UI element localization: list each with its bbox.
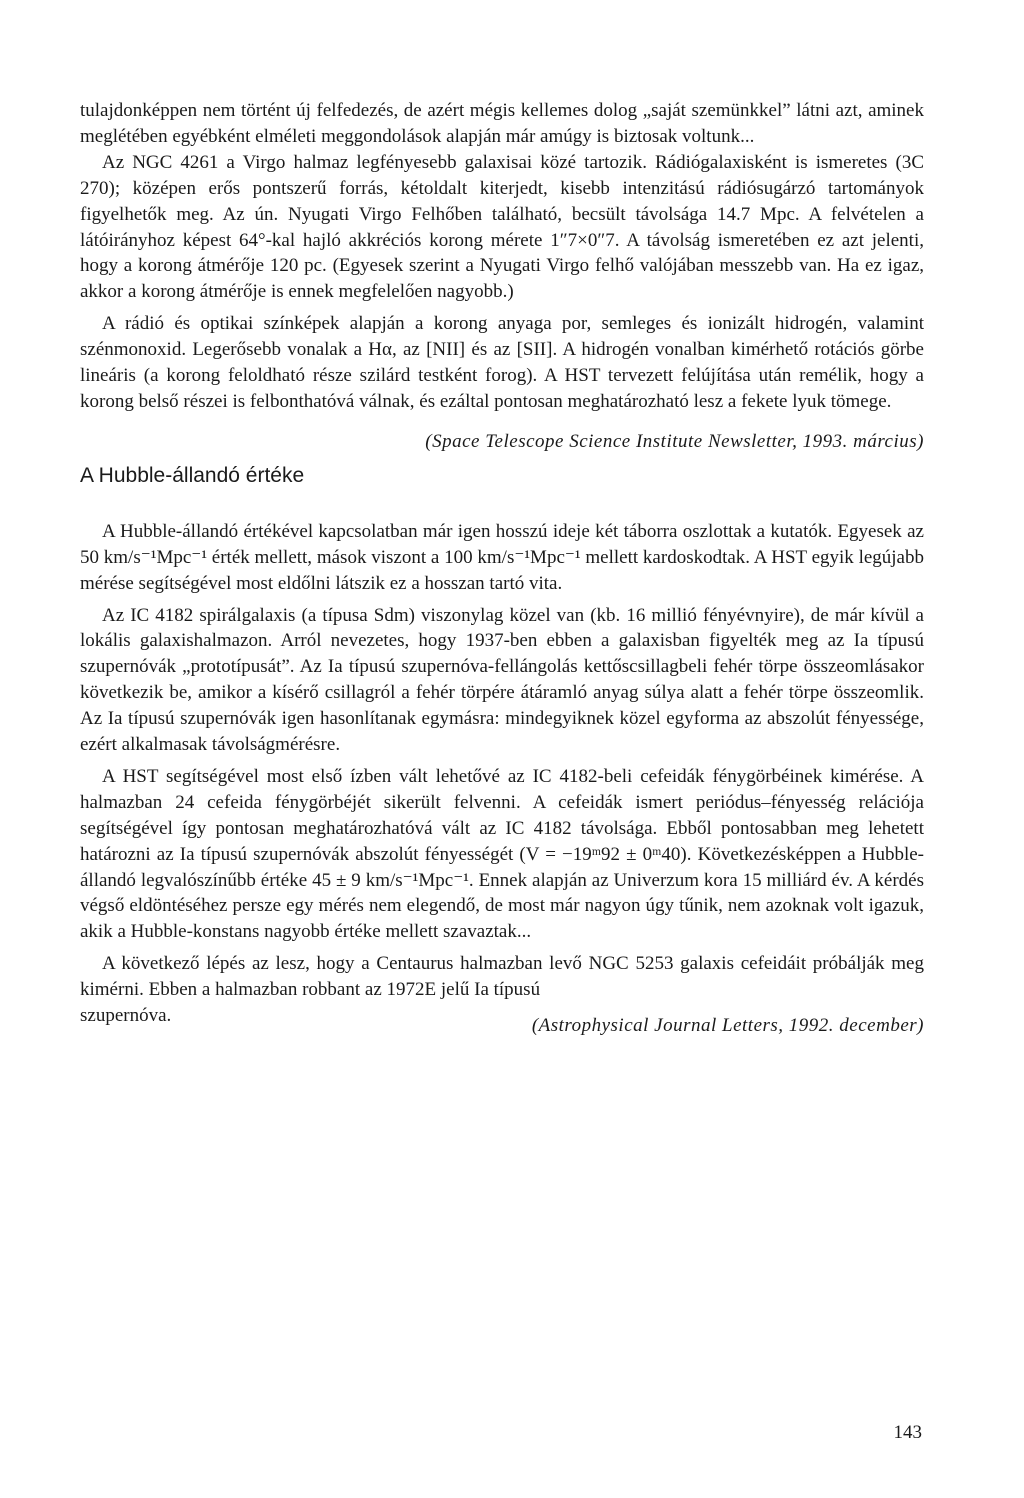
source-citation-2: (Astrophysical Journal Letters, 1992. december) — [531, 1015, 924, 1037]
page-body — [80, 98, 924, 1039]
paragraph-4: A Hubble-állandó értékével kapcsolatban már igen hosszú ideje két táborra oszlottak a kutatók. Egyesek az 50 km/s⁻¹Mpc⁻¹ érték mellett, mások viszont a 100 km/s⁻¹Mpc⁻¹ mellett kardoskodtak. A HST egyik legújabb mérése segítségével most eldőlni látszik ez a hosszan tartó vita. — [80, 520, 924, 594]
paragraph-7-end — [80, 1003, 924, 1039]
page-number: 143 — [893, 1422, 922, 1443]
paragraph-7-last-word: szupernóva. — [80, 1005, 172, 1027]
paragraph-3: A rádió és optikai színképek alapján a korong anyaga por, semleges és ionizált hidrogén, valamint szénmonoxid. Legerősebb vonalak a Hα, az [NII] és az [SII]. A hidrogén vonalban kimérhető rotációs görbe lineáris (a korong feloldható része szilárd testként forog). A HST tervezett felújítása után remélik, hogy a korong belső részei is felbonthatóvá válnak, és ezáltal pontosan meghatározható lesz a fekete lyuk tömege. — [80, 313, 924, 412]
source-citation-1: (Space Telescope Science Institute Newsletter, 1993. március) — [425, 430, 924, 452]
paragraph-2: Az NGC 4261 a Virgo halmaz legfényesebb galaxisai közé tartozik. Rádiógalaxisként is ismeretes (3C 270); középen erős pontszerű forrás, kétoldalt kiterjedt, kisebb intenzitású rádiósugárzó tartományok figyelhetők meg. Az ún. Nyugati Virgo Felhőben található, becsült távolsága 14.7 Mpc. A felvételen a látóirányhoz képest 64°-kal hajló akkréciós korong mérete 1″7×0″7. A távolság ismeretében ez azt jelenti, hogy a korong átmérője 120 pc. (Egyesek szerint a Nyugati Virgo felhő valójában messzebb van. Ha ez igaz, akkor a korong átmérője is ennek megfelelően nagyobb.) — [80, 151, 924, 303]
paragraph-1: tulajdonképpen nem történt új felfedezés, de azért mégis kellemes dolog „saját szemünkkel” látni azt, aminek meglétében egyébként elméleti meggondolások alapján már amúgy is biztosak voltunk... — [80, 100, 924, 147]
paragraph-5: Az IC 4182 spirálgalaxis (a típusa Sdm) viszonylag közel van (kb. 16 millió fényévnyire), de már kívül a lokális galaxishalmazon. Arról nevezetes, hogy 1937-ben ebben a galaxisban figyelték meg az Ia típusú szupernóvák „prototípusát”. Az Ia típusú szupernóva-fellángolás kettőscsillagbeli fehér törpe összeomlásakor következik be, amikor a kísérő csillagról a fehér törpére átáramló anyag súlya alatt a fehér törpe összeomlik. Az Ia típusú szupernóvák igen hasonlítanak egymásra: mindegyiknek közel egyforma az abszolút fényessége, ezért alkalmasak távolságmérésre. — [80, 604, 924, 756]
paragraph-6: A HST segítségével most első ízben vált lehetővé az IC 4182-beli cefeidák fénygörbéinek kimérése. A halmazban 24 cefeida fénygörbéjét sikerült felvenni. A cefeidák ismert periódus–fényesség relációja segítségével így pontosan meghatározhatóvá vált az IC 4182 távolsága. Ebből pontosabban meg lehetett határozni az Ia típusú szupernóvák abszolút fényességét (V = −19ᵐ92 ± 0ᵐ40). Következésképpen a Hubble-állandó legvalószínűbb értéke 45 ± 9 km/s⁻¹Mpc⁻¹. Ennek alapján az Univerzum kora 15 milliárd év. A kérdés végső eldöntéséhez persze egy mérés nem elegendő, de most már nagyon úgy tűnik, nem azoknak volt igazuk, akik a Hubble-konstans nagyobb értéke mellett szavaztak... — [80, 765, 924, 943]
section-heading: A Hubble-állandó értéke — [80, 463, 305, 487]
paragraph-7: A következő lépés az lesz, hogy a Centaurus halmazban levő NGC 5253 galaxis cefeidáit próbálják meg kimérni. Ebben a halmazban robbant az 1972E jelű Ia típusú — [80, 953, 924, 1001]
